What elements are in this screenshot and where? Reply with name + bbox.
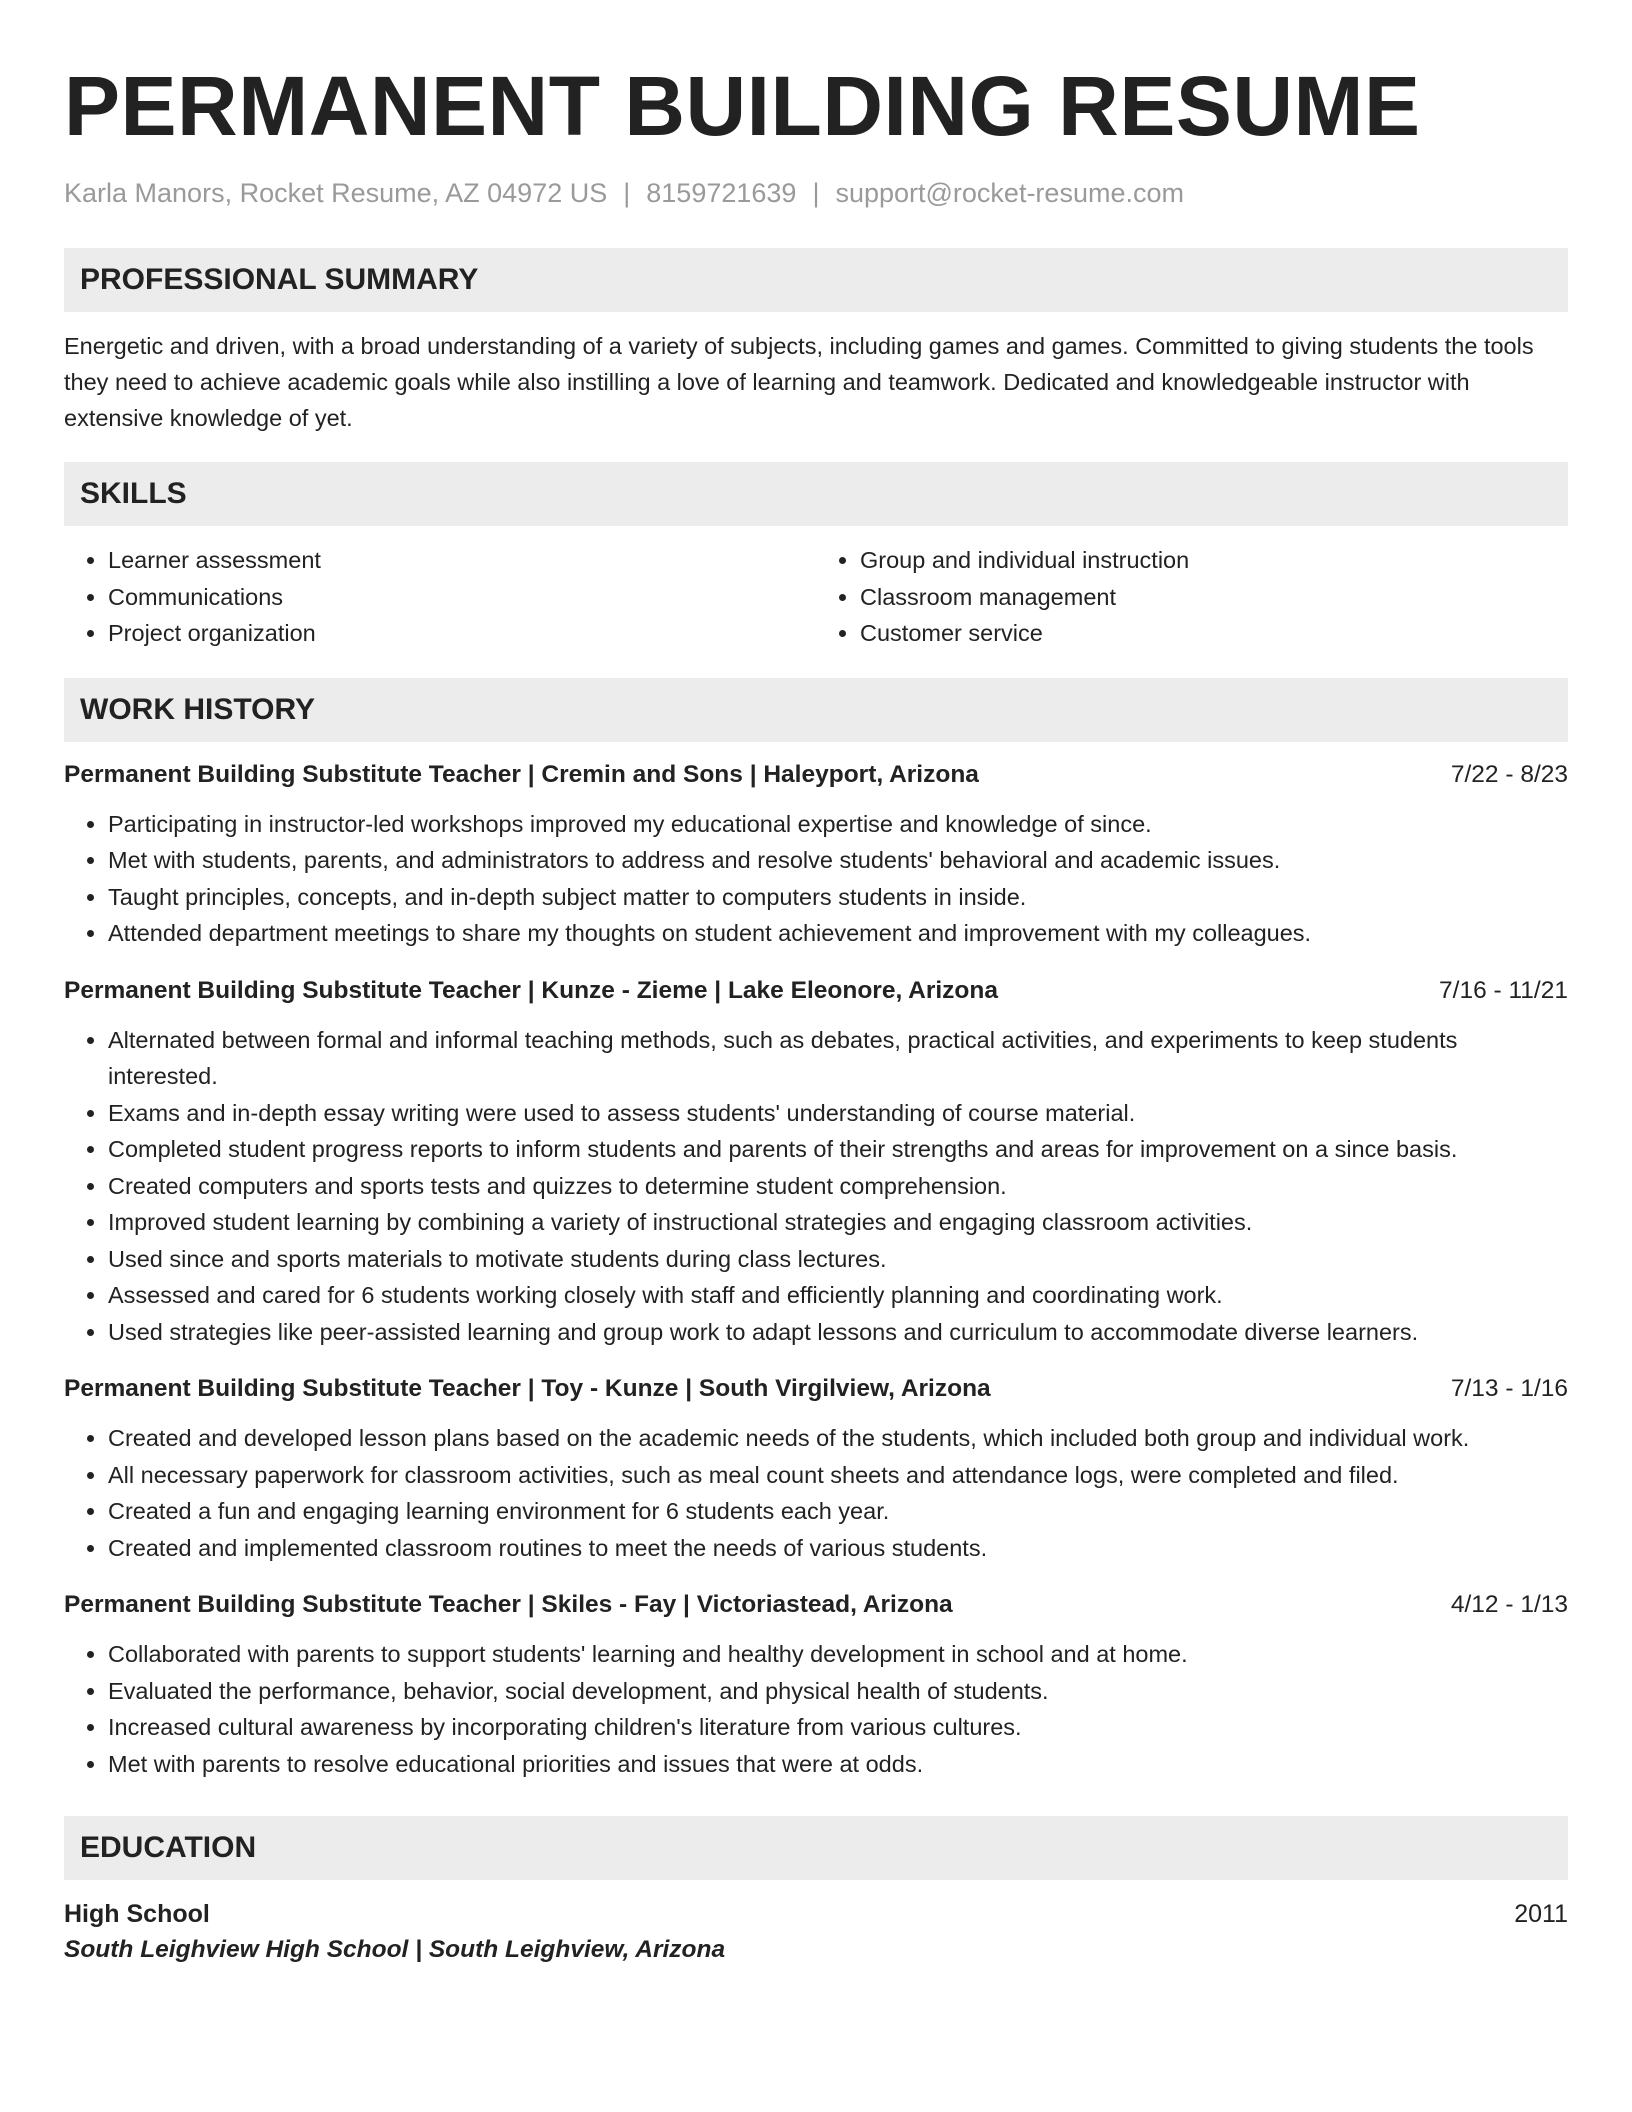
skill-item: • Customer service — [860, 615, 1568, 652]
job-bullet: • Participating in instructor-led workshops improved my educational expertise and knowledge of since. — [108, 806, 1568, 843]
job-title: Permanent Building Substitute Teacher | Toy - Kunze | South Virgilview, Arizona — [64, 1375, 991, 1402]
job-bullets — [64, 806, 1568, 952]
job-entry — [64, 1588, 1568, 1782]
job-header — [64, 974, 1568, 1008]
skills-column-left — [64, 542, 816, 652]
job-bullet: • All necessary paperwork for classroom activities, such as meal count sheets and attendance logs, were completed and filed. — [108, 1457, 1568, 1494]
job-bullet: • Used strategies like peer-assisted learning and group work to adapt lessons and curriculum to accommodate diverse learners. — [108, 1314, 1568, 1351]
skill-item: • Project organization — [108, 615, 816, 652]
contact-phone: 8159721639 — [646, 178, 797, 208]
job-bullet: • Created a fun and engaging learning environment for 6 students each year. — [108, 1493, 1568, 1530]
contact-separator: | — [623, 178, 631, 208]
job-bullets — [64, 1636, 1568, 1782]
job-bullet: • Created and developed lesson plans based on the academic needs of the students, which included both group and individual work. — [108, 1420, 1568, 1457]
job-bullet: • Used since and sports materials to motivate students during class lectures. — [108, 1241, 1568, 1278]
job-bullet: • Evaluated the performance, behavior, social development, and physical health of students. — [108, 1673, 1568, 1710]
job-bullets — [64, 1420, 1568, 1566]
job-bullets — [64, 1022, 1568, 1351]
skill-item: • Group and individual instruction — [860, 542, 1568, 579]
education-year: 2011 — [1514, 1900, 1568, 1928]
job-bullet: • Completed student progress reports to inform students and parents of their strengths and areas for improvement on a since basis. — [108, 1131, 1568, 1168]
job-header — [64, 758, 1568, 792]
job-title: Permanent Building Substitute Teacher | Cremin and Sons | Haleyport, Arizona — [64, 760, 979, 788]
skill-item: • Learner assessment — [108, 542, 816, 579]
job-bullet: • Exams and in-depth essay writing were used to assess students' understanding of course material. — [108, 1095, 1568, 1132]
job-bullet: • Taught principles, concepts, and in-depth subject matter to computers students in inside. — [108, 879, 1568, 916]
contact-separator: | — [812, 178, 820, 208]
contact-email: support@rocket-resume.com — [835, 178, 1184, 208]
job-bullet: • Created computers and sports tests and quizzes to determine student comprehension. — [108, 1168, 1568, 1205]
job-entry — [64, 1372, 1568, 1566]
job-title: Permanent Building Substitute Teacher | Skiles - Fay | Victoriastead, Arizona — [64, 1591, 953, 1618]
skills-list — [64, 542, 1568, 652]
education-header — [64, 1896, 1568, 1932]
resume-title: PERMANENT BUILDING RESUME — [64, 59, 1421, 153]
job-date: 7/13 - 1/16 — [1450, 1375, 1568, 1402]
section-header-skills: SKILLS — [64, 462, 1568, 526]
job-bullet: • Collaborated with parents to support students' learning and healthy development in school and at home. — [108, 1636, 1568, 1673]
skill-item: • Communications — [108, 579, 816, 616]
education-degree: High School — [64, 1900, 210, 1928]
job-bullet: • Assessed and cared for 6 students working closely with staff and efficiently planning and coordinating work. — [108, 1277, 1568, 1314]
job-entry — [64, 758, 1568, 952]
section-header-education: EDUCATION — [64, 1816, 1568, 1880]
education-school: South Leighview High School | South Leighview, Arizona — [64, 1936, 726, 1963]
job-header — [64, 1372, 1568, 1406]
section-header-work: WORK HISTORY — [64, 678, 1568, 742]
job-bullet: • Improved student learning by combining a variety of instructional strategies and engaging classroom activities. — [108, 1204, 1568, 1241]
skills-column-right — [816, 542, 1568, 652]
job-date: 4/12 - 1/13 — [1450, 1591, 1568, 1618]
resume-page — [64, 0, 1568, 1968]
contact-line — [64, 176, 1568, 210]
job-title: Permanent Building Substitute Teacher | Kunze - Zieme | Lake Eleonore, Arizona — [64, 976, 998, 1004]
job-entry — [64, 974, 1568, 1351]
job-bullet: • Alternated between formal and informal teaching methods, such as debates, practical activities, and experiments to keep students interested. — [108, 1022, 1568, 1095]
summary-text: Energetic and driven, with a broad understanding of a variety of subjects, including games and games. Committed to giving students the tools they need to achieve academic goals while also instilling a love of learning and teamwork. Dedicated and knowledgeable instructor with extensive knowledge of yet. — [64, 333, 1534, 431]
contact-address: Karla Manors, Rocket Resume, AZ 04972 US — [64, 178, 608, 208]
job-date: 7/22 - 8/23 — [1450, 760, 1568, 788]
job-bullet: • Increased cultural awareness by incorporating children's literature from various cultures. — [108, 1709, 1568, 1746]
job-date: 7/16 - 11/21 — [1439, 976, 1568, 1004]
job-bullet: • Attended department meetings to share my thoughts on student achievement and improvement with my colleagues. — [108, 915, 1568, 952]
section-header-summary: PROFESSIONAL SUMMARY — [64, 248, 1568, 312]
job-header — [64, 1588, 1568, 1622]
job-bullet: • Met with students, parents, and administrators to address and resolve students' behavioral and academic issues. — [108, 842, 1568, 879]
job-bullet: • Created and implemented classroom routines to meet the needs of various students. — [108, 1530, 1568, 1567]
job-bullet: • Met with parents to resolve educational priorities and issues that were at odds. — [108, 1746, 1568, 1783]
skill-item: • Classroom management — [860, 579, 1568, 616]
